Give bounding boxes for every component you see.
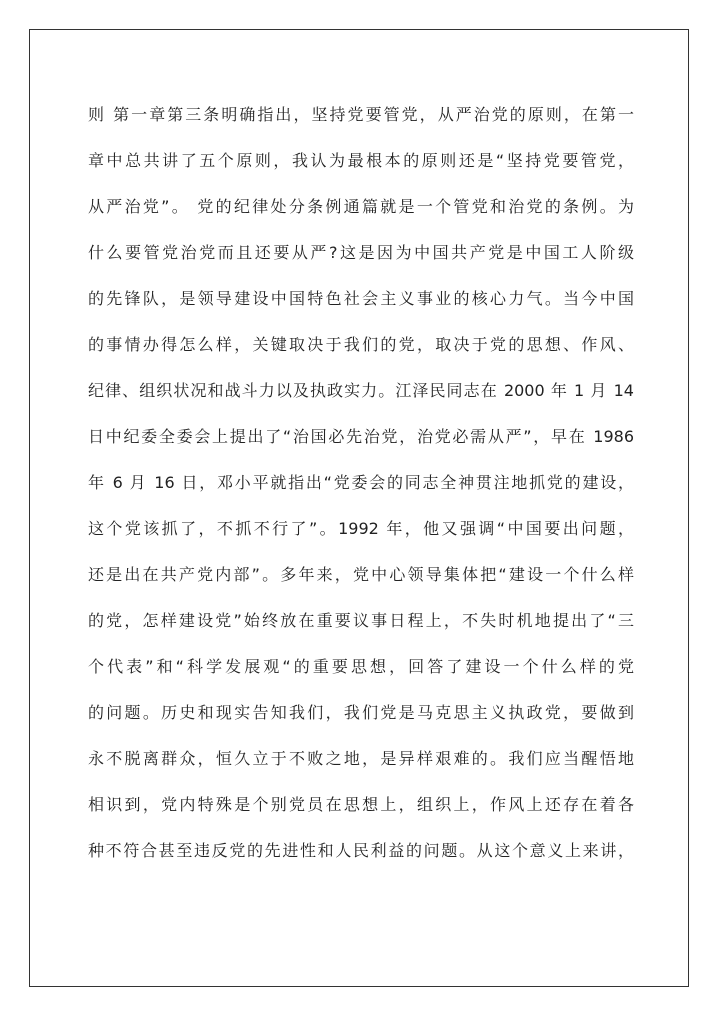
text-line: 日中纪委全委会上提出了“治国必先治党，治党必需从严”，早在 1986	[88, 427, 634, 446]
text-line: 个代表”和“科学发展观“的重要思想，回答了建设一个什么样的党	[88, 657, 634, 676]
text-line: 则 第一章第三条明确指出，坚持党要管党，从严治党的原则，在第一	[88, 105, 634, 124]
text-line: 从严治党”。 党的纪律处分条例通篇就是一个管党和治党的条例。为	[88, 197, 634, 216]
text-line: 章中总共讲了五个原则，我认为最根本的原则还是“坚持党要管党，	[88, 151, 634, 170]
text-line: 的问题。历史和现实告知我们，我们党是马克思主义执政党，要做到	[88, 703, 634, 722]
text-line: 纪律、组织状况和战斗力以及执政实力。江泽民同志在 2000 年 1 月 14	[88, 381, 634, 400]
text-line: 这个党该抓了，不抓不行了”。1992 年，他又强调“中国要出问题，	[88, 519, 634, 538]
text-line: 的党，怎样建设党”始终放在重要议事日程上，不失时机地提出了“三	[88, 611, 634, 630]
document-body	[88, 92, 634, 874]
text-line: 的事情办得怎么样，关键取决于我们的党，取决于党的思想、作风、	[88, 335, 634, 354]
text-line: 相识到，党内特殊是个别党员在思想上，组织上，作风上还存在着各	[88, 795, 634, 814]
text-line: 种不符合甚至违反党的先进性和人民利益的问题。从这个意义上来讲，	[88, 841, 634, 860]
text-line: 还是出在共产党内部”。多年来，党中心领导集体把“建设一个什么样	[88, 565, 634, 584]
text-line: 年 6 月 16 日，邓小平就指出“党委会的同志全神贯注地抓党的建设，	[88, 473, 634, 492]
text-line: 的先锋队，是领导建设中国特色社会主义事业的核心力气。当今中国	[88, 289, 634, 308]
text-line: 什么要管党治党而且还要从严?这是因为中国共产党是中国工人阶级	[88, 243, 634, 262]
text-line: 永不脱离群众，恒久立于不败之地，是异样艰难的。我们应当醒悟地	[88, 749, 634, 768]
